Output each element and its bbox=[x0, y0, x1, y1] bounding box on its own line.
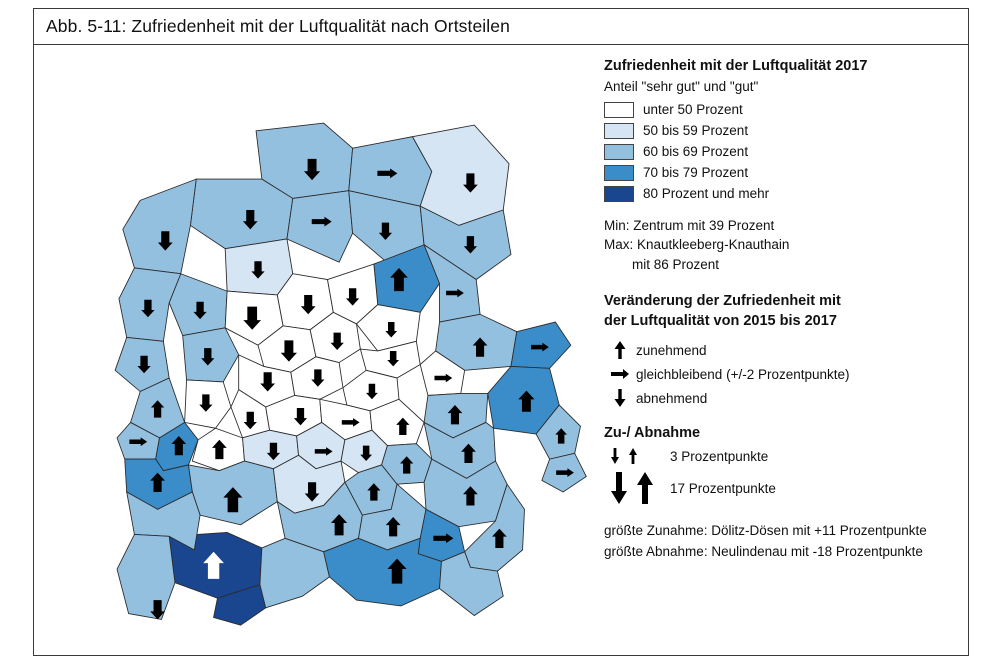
legend-class-label: 60 bis 69 Prozent bbox=[643, 144, 749, 160]
legend-scale-large bbox=[604, 471, 964, 505]
legend-class-row bbox=[604, 163, 964, 183]
legend-scale-small-label: 3 Prozentpunkte bbox=[670, 448, 769, 464]
map-svg bbox=[34, 45, 594, 656]
legend-change-item-flat bbox=[604, 363, 964, 385]
arrow-down-icon bbox=[604, 388, 636, 408]
figure-title-bar bbox=[34, 9, 968, 45]
legend-class-row bbox=[604, 142, 964, 162]
legend-change-label-flat: gleichbleibend (+/-2 Prozentpunkte) bbox=[636, 366, 850, 382]
page-title: Abb. 5-11: Zufriedenheit mit der Luftqualität nach Ortsteilen bbox=[46, 16, 510, 36]
legend-change-label-down: abnehmend bbox=[636, 390, 708, 406]
map-region bbox=[287, 191, 353, 262]
arrow-right-icon bbox=[604, 367, 636, 381]
legend-scale-large-icons bbox=[604, 471, 670, 505]
legend-color-swatch bbox=[604, 165, 634, 181]
legend-change-title-line2: der Luftqualität von 2015 bis 2017 bbox=[604, 312, 837, 329]
arrow-down-large-icon bbox=[610, 471, 628, 505]
legend-change-items bbox=[604, 339, 964, 409]
legend-subtitle: Anteil "sehr gut" und "gut" bbox=[604, 78, 759, 94]
legend-scale-small-icons bbox=[604, 447, 670, 465]
legend-color-swatch bbox=[604, 144, 634, 160]
legend-notes bbox=[604, 521, 964, 563]
legend-minmax bbox=[604, 216, 964, 275]
legend-class-list bbox=[604, 100, 964, 204]
note-largest-increase: größte Zunahme: Dölitz-Dösen mit +11 Prozentpunkte bbox=[604, 523, 927, 539]
legend-class-label: 50 bis 59 Prozent bbox=[643, 123, 749, 139]
arrow-down-small-icon bbox=[610, 447, 620, 465]
legend-scale-large-label: 17 Prozentpunkte bbox=[670, 480, 776, 496]
legend-class-label: unter 50 Prozent bbox=[643, 102, 743, 118]
map-regions-group bbox=[115, 123, 586, 625]
legend-change-item-down bbox=[604, 387, 964, 409]
legend-color-swatch bbox=[604, 186, 634, 202]
note-largest-decrease: größte Abnahme: Neulindenau mit -18 Prozentpunkte bbox=[604, 544, 923, 560]
map-region bbox=[190, 179, 292, 249]
legend-color-swatch bbox=[604, 123, 634, 139]
legend-class-row bbox=[604, 184, 964, 204]
arrow-up-small-icon bbox=[628, 447, 638, 465]
legend-scale-small bbox=[604, 447, 964, 465]
legend-change-item-up bbox=[604, 339, 964, 361]
arrow-up-large-icon bbox=[636, 471, 654, 505]
legend-max-line: Max: Knautkleeberg-Knauthain bbox=[604, 237, 790, 253]
legend-color-swatch bbox=[604, 102, 634, 118]
map-legend bbox=[604, 57, 964, 617]
legend-title: Zufriedenheit mit der Luftqualität 2017 bbox=[604, 58, 868, 74]
legend-change-label-up: zunehmend bbox=[636, 342, 707, 358]
legend-class-row bbox=[604, 121, 964, 141]
legend-max-line-2: mit 86 Prozent bbox=[632, 256, 720, 272]
legend-change-title bbox=[604, 292, 964, 331]
arrow-up-icon bbox=[604, 340, 636, 360]
map-region bbox=[123, 179, 196, 274]
legend-change-title-line1: Veränderung der Zufriedenheit mit bbox=[604, 293, 841, 310]
legend-class-label: 70 bis 79 Prozent bbox=[643, 165, 749, 181]
legend-class-label: 80 Prozent und mehr bbox=[643, 186, 770, 202]
legend-min-line: Min: Zentrum mit 39 Prozent bbox=[604, 217, 775, 233]
choropleth-map bbox=[34, 45, 594, 656]
legend-class-row bbox=[604, 100, 964, 120]
figure-frame bbox=[33, 8, 969, 656]
map-region bbox=[117, 534, 175, 619]
legend-scale-title: Zu-/ Abnahme bbox=[604, 425, 701, 442]
